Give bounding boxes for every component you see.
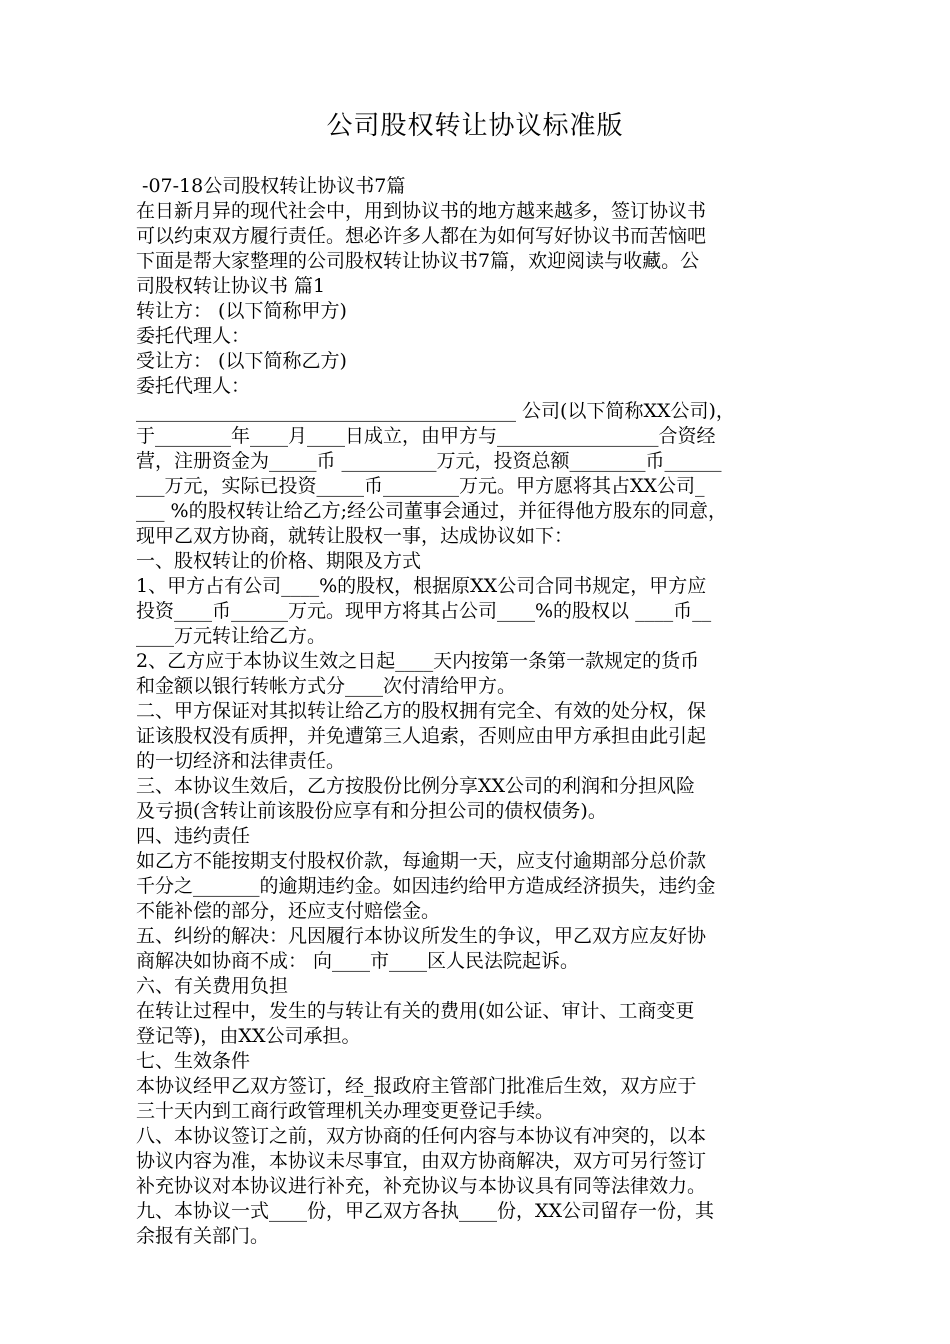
body-line: 商解决如协商不成： 向____市____区人民法院起诉。 — [136, 950, 580, 972]
body-line: 委托代理人： — [136, 325, 251, 347]
body-line: 千分之_______的逾期违约金。如因违约给甲方造成经济损失，违约金 — [136, 875, 716, 897]
body-line: ___ %的股权转让给乙方;经公司董事会通过，并征得他方股东的同意， — [136, 500, 727, 522]
body-line: 三、本协议生效后，乙方按股份比例分享XX公司的利润和分担风险 — [136, 775, 696, 797]
body-line: 现甲乙双方协商，就转让股权一事，达成协议如下： — [136, 525, 574, 547]
body-line: 下面是帮大家整理的公司股权转让协议书7篇，欢迎阅读与收藏。公 — [136, 250, 700, 272]
body-line: 六、有关费用负担 — [136, 975, 289, 997]
body-line: 九、本协议一式____份，甲乙双方各执____份，XX公司留存一份，其 — [136, 1200, 715, 1222]
body-line: 在日新月异的现代社会中，用到协议书的地方越来越多，签订协议书 — [136, 200, 707, 222]
body-line: 转让方： (以下简称甲方) — [136, 300, 347, 322]
body-line: 如乙方不能按期支付股权价款，每逾期一天，应支付逾期部分总价款 — [136, 850, 707, 872]
body-line: 协议内容为准，本协议未尽事宜，由双方协商解决，双方可另行签订 — [136, 1150, 707, 1172]
body-line: 2、乙方应于本协议生效之日起____天内按第一条第一款规定的货币 — [136, 650, 700, 672]
body-line: ___万元，实际已投资_____币________万元。甲方愿将其占XX公司_ — [136, 475, 705, 497]
body-line: 七、生效条件 — [136, 1050, 251, 1072]
body-line: 投资____币______万元。现甲方将其占公司____%的股权以 ____币__ — [136, 600, 712, 622]
document-title: 公司股权转让协议标准版 — [326, 111, 624, 141]
body-line: 的一切经济和法律责任。 — [136, 750, 346, 772]
body-line: 三十天内到工商行政管理机关办理变更登记手续。 — [136, 1100, 555, 1122]
body-line: 委托代理人： — [136, 375, 251, 397]
body-line: 在转让过程中，发生的与转让有关的费用(如公证、审计、工商变更 — [136, 1000, 695, 1022]
body-line: 八、本协议签订之前，双方协商的任何内容与本协议有冲突的，以本 — [136, 1125, 707, 1147]
body-line: ________________________________________ 公司(以下简称XX公司)， — [136, 400, 735, 422]
body-line: 1、甲方占有公司____%的股权，根据原XX公司合同书规定，甲方应 — [136, 575, 707, 597]
body-line: ____万元转让给乙方。 — [136, 625, 327, 647]
body-line: 不能补偿的部分，还应支付赔偿金。 — [136, 900, 441, 922]
body-line: 五、纠纷的解决：凡因履行本协议所发生的争议，甲乙双方应友好协 — [136, 925, 707, 947]
document-body — [136, 174, 820, 1249]
body-line: 于________年____月____日成立，由甲方与_________________合资经 — [136, 425, 716, 447]
body-line: 和金额以银行转帐方式分____次付清给甲方。 — [136, 675, 517, 697]
body-line: 营，注册资金为_____币 __________万元，投资总额________币______ — [136, 450, 722, 472]
body-line: 二、甲方保证对其拟转让给乙方的股权拥有完全、有效的处分权，保 — [136, 700, 707, 722]
body-line: 及亏损(含转让前该股份应享有和分担公司的债权债务)。 — [136, 800, 607, 822]
body-line: 登记等)，由XX公司承担。 — [136, 1025, 361, 1047]
body-line: 证该股权没有质押，并免遭第三人追索，否则应由甲方承担由此引起 — [136, 725, 707, 747]
body-line: 一、股权转让的价格、期限及方式 — [136, 550, 422, 572]
body-line: 受让方： (以下简称乙方) — [136, 350, 347, 372]
body-line: -07-18公司股权转让协议书7篇 — [136, 175, 406, 197]
body-line: 本协议经甲乙双方签订，经_报政府主管部门批准后生效，双方应于 — [136, 1075, 697, 1097]
body-line: 余报有关部门。 — [136, 1225, 270, 1247]
body-line: 司股权转让协议书 篇1 — [136, 275, 326, 297]
body-line: 补充协议对本协议进行补充，补充协议与本协议具有同等法律效力。 — [136, 1175, 707, 1197]
body-line: 四、违约责任 — [136, 825, 251, 847]
body-line: 可以约束双方履行责任。想必许多人都在为如何写好协议书而苦恼吧 — [136, 225, 707, 247]
